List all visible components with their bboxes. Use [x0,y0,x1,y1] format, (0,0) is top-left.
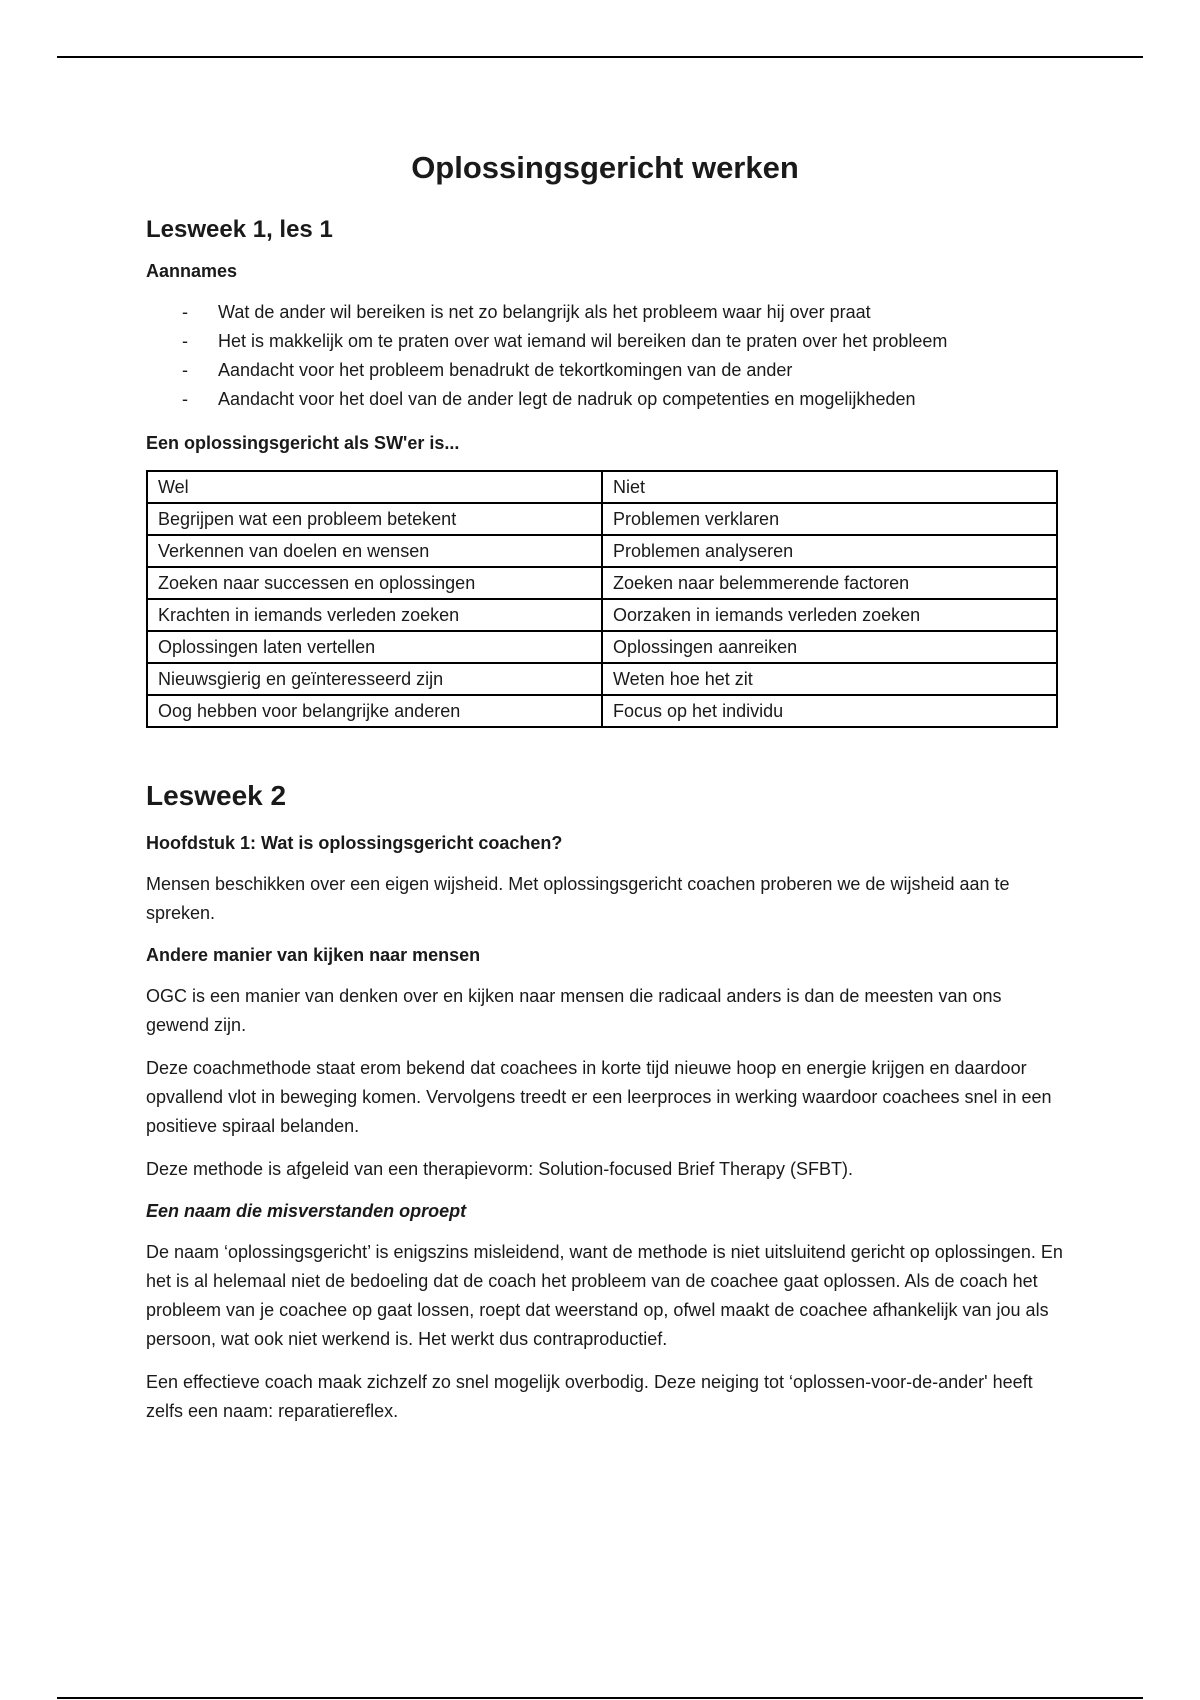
table-row [147,599,1057,631]
table-row [147,631,1057,663]
list-item: - Het is makkelijk om te praten over wat iemand wil bereiken dan te praten over het probleem [218,327,1064,356]
list-item: - Wat de ander wil bereiken is net zo belangrijk als het probleem waar hij over praat [218,298,1064,327]
section-heading-lesweek-2: Lesweek 2 [146,780,287,811]
assumptions-list [146,298,1064,414]
paragraph: De naam ‘oplossingsgericht’ is enigszins misleidend, want de methode is niet uitsluitend gericht op oplossingen. En het is al helemaal niet de bedoeling dat de coach het probleem van de coachee gaat oplossen. Als de coach het probleem van je coachee op gaat lossen, roept dat weerstand op, ofwel maakt de coachee afhankelijk van jou als persoon, wat ook niet werkend is. Het werkt dus contraproductief. [146,1242,1063,1349]
paragraph: Een effectieve coach maak zichzelf zo snel mogelijk overbodig. Deze neiging tot ‘oplossen-voor-de-ander' heeft zelfs een naam: reparatiereflex. [146,1372,1033,1421]
table-row [147,503,1057,535]
table-cell: Oog hebben voor belangrijke anderen [147,695,602,727]
table-cell: Nieuwsgierig en geïnteresseerd zijn [147,663,602,695]
paragraph: Mensen beschikken over een eigen wijsheid. Met oplossingsgericht coachen proberen we de wijsheid aan te spreken. [146,874,1010,923]
table-cell: Zoeken naar belemmerende factoren [602,567,1057,599]
list-item: - Aandacht voor het probleem benadrukt de tekortkomingen van de ander [218,356,1064,385]
table-cell: Focus op het individu [602,695,1057,727]
table-cell: Weten hoe het zit [602,663,1057,695]
table-cell: Begrijpen wat een probleem betekent [147,503,602,535]
paragraph: Deze methode is afgeleid van een therapievorm: Solution-focused Brief Therapy (SFBT). [146,1159,854,1179]
column-header-niet: Niet [602,471,1057,503]
table-cell: Problemen verklaren [602,503,1057,535]
list-item: - Aandacht voor het doel van de ander legt de nadruk op competenties en mogelijkheden [218,385,1064,414]
subheading-italic: Een naam die misverstanden oproept [146,1201,467,1221]
top-rule [57,56,1143,58]
comparison-table [146,470,1058,728]
table-cell: Oplossingen aanreiken [602,631,1057,663]
paragraph: OGC is een manier van denken over en kijken naar mensen die radicaal anders is dan de meesten van ons gewend zijn. [146,986,1002,1035]
document-title: Oplossingsgericht werken [411,150,799,185]
table-row [147,567,1057,599]
table-row [147,663,1057,695]
table-row [147,535,1057,567]
document-page [146,146,1064,1440]
table-cell: Oorzaken in iemands verleden zoeken [602,599,1057,631]
bottom-rule [57,1697,1143,1699]
table-heading: Een oplossingsgericht als SW'er is... [146,433,460,453]
assumptions-heading: Aannames [146,261,238,281]
table-cell: Verkennen van doelen en wensen [147,535,602,567]
table-row [147,695,1057,727]
table-cell: Problemen analyseren [602,535,1057,567]
section-heading-lesweek-1: Lesweek 1, les 1 [146,216,333,243]
table-cell: Krachten in iemands verleden zoeken [147,599,602,631]
table-cell: Oplossingen laten vertellen [147,631,602,663]
paragraph: Deze coachmethode staat erom bekend dat coachees in korte tijd nieuwe hoop en energie krijgen en daardoor opvallend vlot in beweging komen. Vervolgens treedt er een leerproces in werking waardoor coachees snel in een positieve spiraal belanden. [146,1058,1052,1136]
table-cell: Zoeken naar successen en oplossingen [147,567,602,599]
subheading: Andere manier van kijken naar mensen [146,945,481,965]
table-header-row [147,471,1057,503]
chapter-heading: Hoofdstuk 1: Wat is oplossingsgericht coachen? [146,833,563,853]
column-header-wel: Wel [147,471,602,503]
